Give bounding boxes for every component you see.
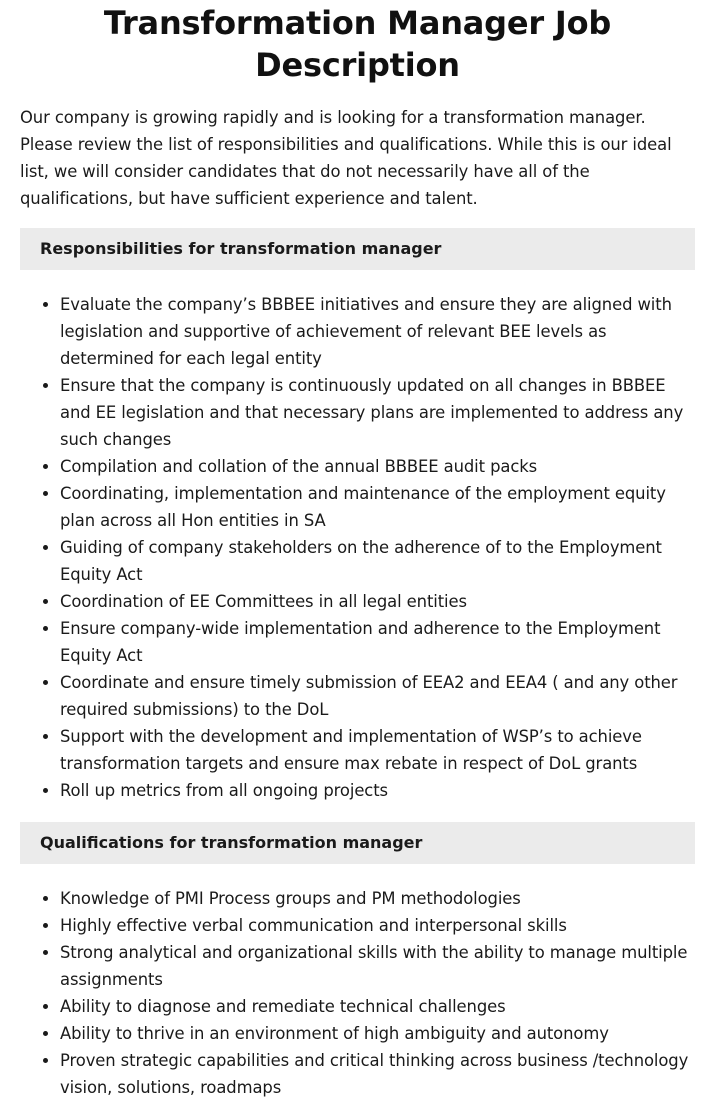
list-item: • Evaluate the company’s BBBEE initiatives and ensure they are aligned with legislation and supportive of achievement of relevant BEE levels as determined for each legal entity (60, 291, 695, 372)
qualifications-list (20, 885, 695, 1101)
list-item: • Coordination of EE Committees in all legal entities (60, 588, 695, 615)
responsibilities-list (20, 291, 695, 804)
list-item: • Ensure company-wide implementation and adherence to the Employment Equity Act (60, 615, 695, 669)
page-title: Transformation Manager Job Description (103, 4, 612, 84)
list-item: • Knowledge of PMI Process groups and PM methodologies (60, 885, 695, 912)
list-item: • Guiding of company stakeholders on the adherence of to the Employment Equity Act (60, 534, 695, 588)
list-item: • Ability to diagnose and remediate technical challenges (60, 993, 695, 1020)
list-item: • Compilation and collation of the annual BBBEE audit packs (60, 453, 695, 480)
list-item: • Ensure that the company is continuously updated on all changes in BBBEE and EE legislation and that necessary plans are implemented to address any such changes (60, 372, 695, 453)
list-item: • Support with the development and implementation of WSP’s to achieve transformation targets and ensure max rebate in respect of DoL grants (60, 723, 695, 777)
list-item: • Coordinate and ensure timely submission of EEA2 and EEA4 ( and any other required submissions) to the DoL (60, 669, 695, 723)
intro-paragraph: Our company is growing rapidly and is looking for a transformation manager. Please review the list of responsibilities and qualifications. While this is our ideal list, we will consider candidates that do not necessarily have all of the qualifications, but have sufficient experience and talent. (20, 108, 672, 208)
list-item: • Roll up metrics from all ongoing projects (60, 777, 695, 804)
list-item: • Highly effective verbal communication and interpersonal skills (60, 912, 695, 939)
responsibilities-heading: Responsibilities for transformation manager (20, 228, 695, 270)
list-item: • Strong analytical and organizational skills with the ability to manage multiple assignments (60, 939, 695, 993)
list-item: • Coordinating, implementation and maintenance of the employment equity plan across all Hon entities in SA (60, 480, 695, 534)
qualifications-heading: Qualifications for transformation manager (20, 822, 695, 864)
list-item: • Ability to thrive in an environment of high ambiguity and autonomy (60, 1020, 695, 1047)
list-item: • Proven strategic capabilities and critical thinking across business /technology vision, solutions, roadmaps (60, 1047, 695, 1101)
